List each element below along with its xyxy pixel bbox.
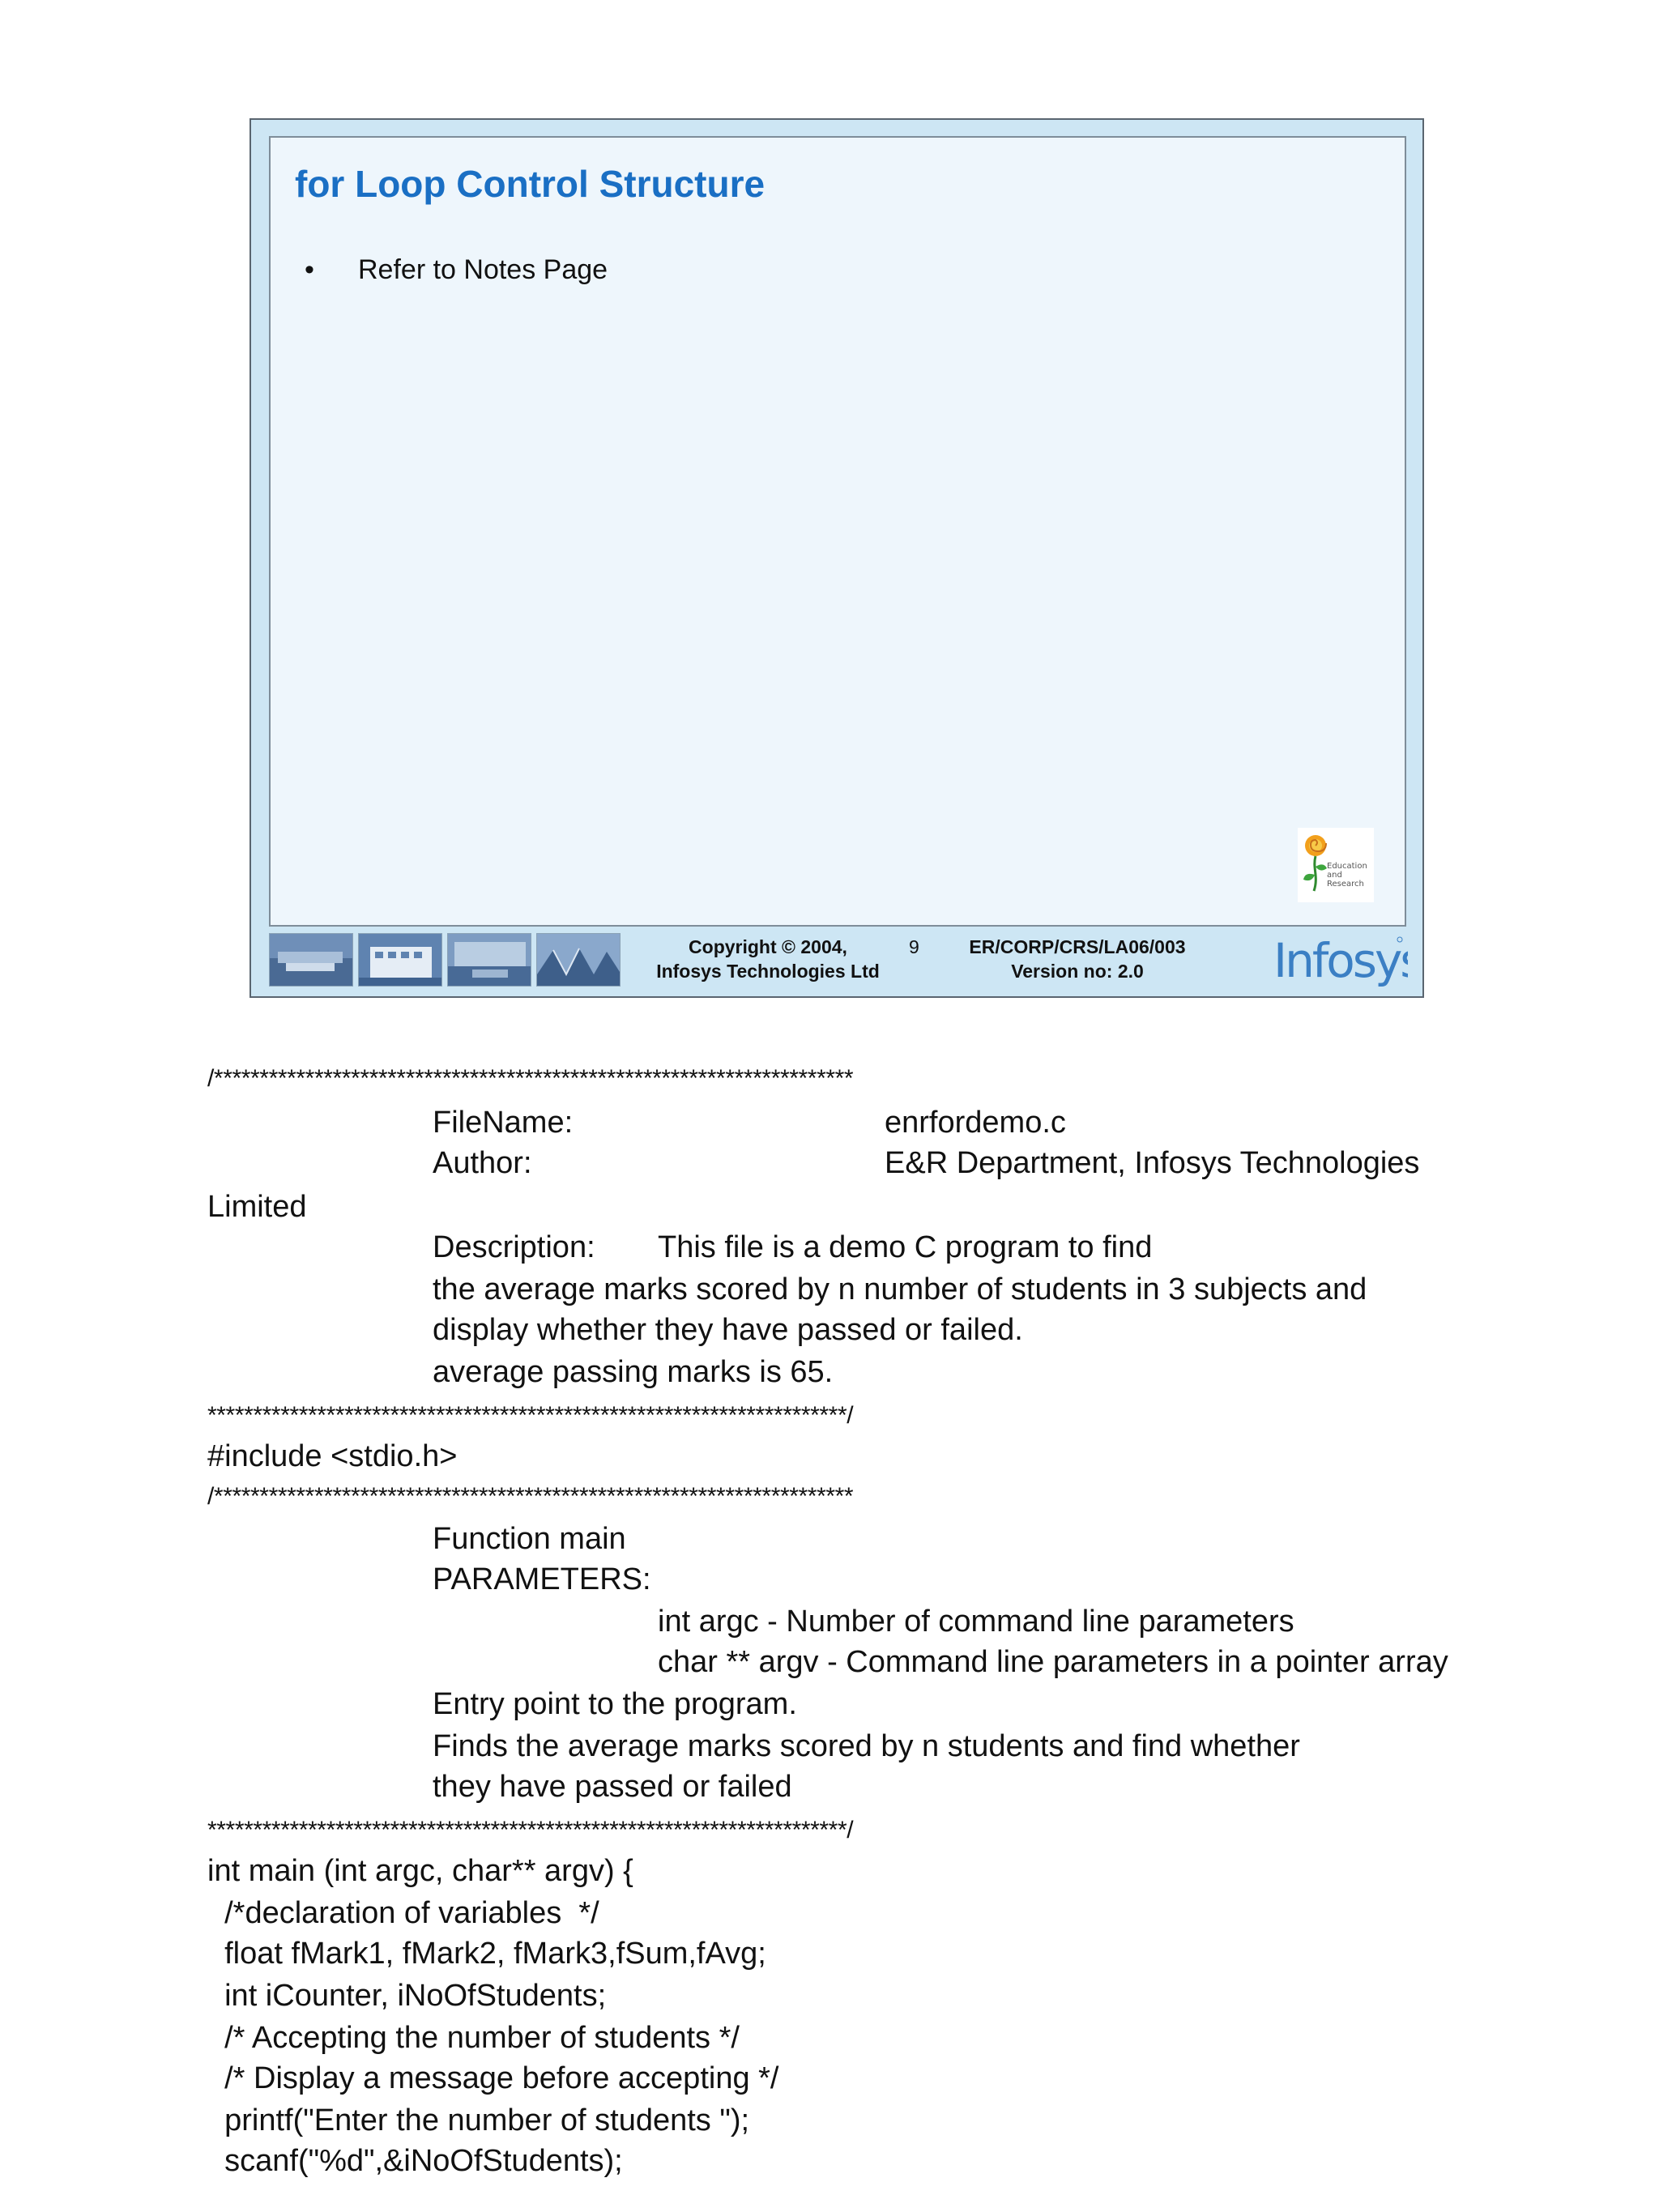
infosys-logo-text: Infosys <box>1273 933 1408 988</box>
description-line-4: average passing marks is 65. <box>433 1355 834 1389</box>
document-id: ER/CORP/CRS/LA06/003 <box>969 936 1186 957</box>
copyright-line-2: Infosys Technologies Ltd <box>656 961 880 982</box>
function-comment-open: /********************************************************************** <box>207 1483 854 1510</box>
version-number: Version no: 2.0 <box>1011 961 1144 982</box>
description-line-1: This file is a demo C program to find <box>658 1230 1153 1264</box>
function-header: Function main <box>433 1522 626 1556</box>
filename-value: enrfordemo.c <box>885 1106 1066 1140</box>
description-label: Description: <box>433 1230 595 1264</box>
description-line-2: the average marks scored by n number of students in 3 subjects and <box>433 1272 1367 1306</box>
bullet-icon: • <box>305 254 314 285</box>
code-line: int iCounter, iNoOfStudents; <box>207 1979 607 2013</box>
copyright-line-1: Copyright © 2004, <box>689 936 847 957</box>
entry-point-line: Entry point to the program. <box>433 1687 797 1721</box>
finds-line-2: they have passed or failed <box>433 1770 792 1804</box>
include-directive: #include <stdio.h> <box>207 1439 458 1473</box>
er-logo-word-2: and <box>1327 871 1342 880</box>
parameter-argv: char ** argv - Command line parameters in a pointer array <box>658 1645 1448 1679</box>
er-logo-word-3: Research <box>1327 880 1364 889</box>
comment-block-close: **********************************************************************/ <box>207 1402 854 1429</box>
code-line: int main (int argc, char** argv) { <box>207 1854 633 1888</box>
parameters-label: PARAMETERS: <box>433 1562 651 1596</box>
author-value-wrap: Limited <box>207 1190 307 1224</box>
description-line-3: display whether they have passed or failed. <box>433 1313 1023 1347</box>
filename-label: FileName: <box>433 1106 574 1140</box>
finds-line-1: Finds the average marks scored by n students and find whether <box>433 1729 1300 1763</box>
bullet-text: Refer to Notes Page <box>358 254 608 285</box>
function-comment-close: **********************************************************************/ <box>207 1817 854 1843</box>
parameter-argc: int argc - Number of command line parameters <box>658 1605 1294 1639</box>
slide-page-number: 9 <box>909 936 919 957</box>
code-line: /* Accepting the number of students */ <box>207 2021 740 2055</box>
er-logo-word-1: Education <box>1327 862 1367 871</box>
comment-block-open: /********************************************************************** <box>207 1065 854 1092</box>
code-line: printf("Enter the number of students "); <box>207 2103 750 2137</box>
slide-title: for Loop Control Structure <box>295 163 766 205</box>
code-line: scanf("%d",&iNoOfStudents); <box>207 2144 623 2178</box>
code-line: /* Display a message before accepting */ <box>207 2061 779 2095</box>
code-line: /*declaration of variables */ <box>207 1896 599 1930</box>
code-line: float fMark1, fMark2, fMark3,fSum,fAvg; <box>207 1937 766 1971</box>
author-label: Author: <box>433 1146 532 1180</box>
author-value: E&R Department, Infosys Technologies <box>885 1146 1420 1180</box>
